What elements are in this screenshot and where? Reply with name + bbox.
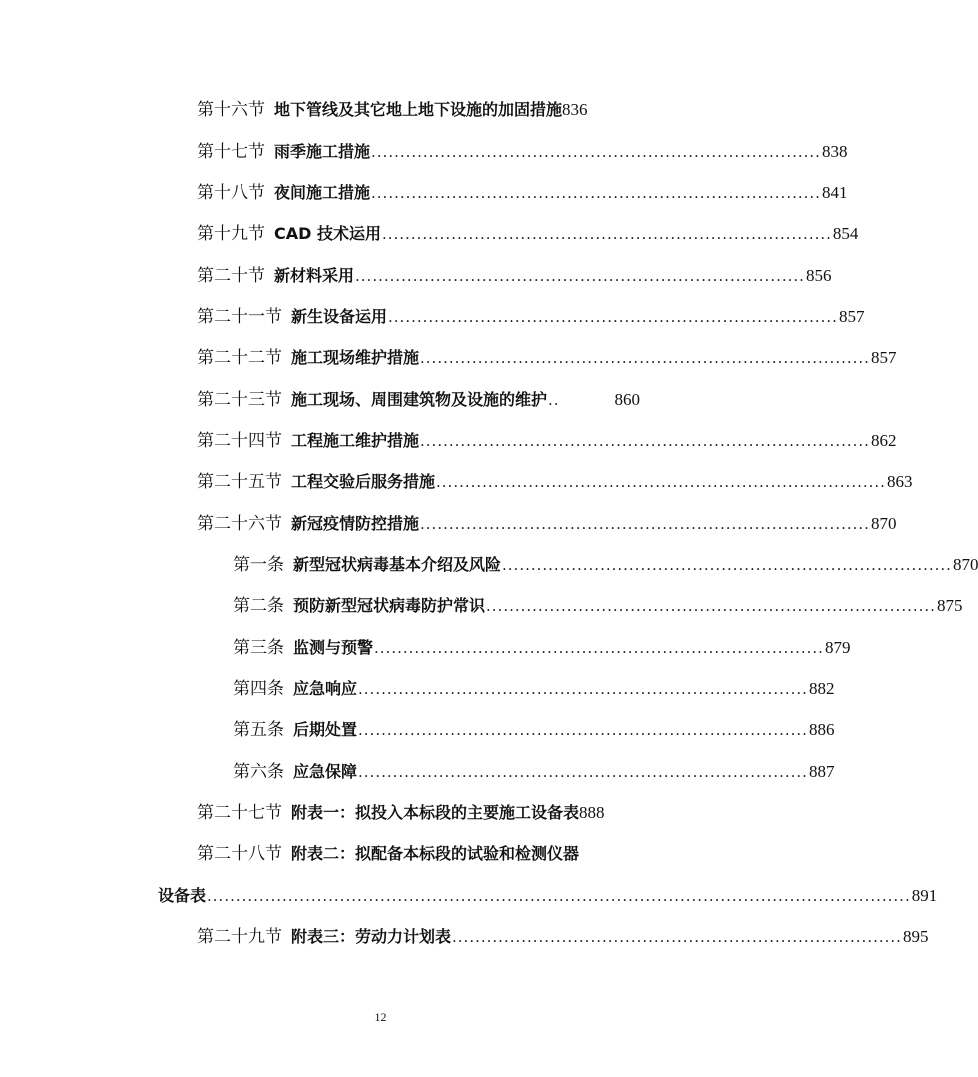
toc-entry-page: 838 bbox=[821, 142, 848, 161]
toc-entry-number: 第二十七节 bbox=[197, 803, 282, 823]
toc-entry-number: 第一条 bbox=[233, 555, 284, 575]
toc-leader-dots: .............................................................................. bbox=[486, 597, 936, 615]
toc-leader-dots: .............................................................................. bbox=[420, 349, 870, 367]
toc-entry bbox=[197, 137, 848, 167]
toc-entry bbox=[197, 798, 667, 828]
toc-entry-page: 870 bbox=[870, 514, 897, 533]
toc-entry-page: 860 bbox=[614, 390, 640, 409]
toc-leader-dots: .............................................................................. bbox=[420, 515, 870, 533]
toc-leader-dots: .............................................................................. bbox=[371, 143, 821, 161]
toc-entry bbox=[233, 674, 835, 704]
toc-entry-title: 新材料采用 bbox=[274, 266, 355, 285]
toc-entry bbox=[197, 219, 859, 249]
toc-entry bbox=[233, 757, 835, 787]
toc-entry bbox=[197, 385, 640, 415]
toc-entry-title: 附表一：拟投入本标段的主要施工设备表 bbox=[291, 803, 580, 822]
toc-leader-dots: .............................................................................. bbox=[502, 556, 952, 574]
toc-entry bbox=[233, 715, 835, 745]
toc-entry-number: 第六条 bbox=[233, 762, 284, 782]
toc-entry bbox=[197, 95, 647, 125]
toc-entry-number: 第二十五节 bbox=[197, 472, 282, 492]
toc-entry-number: 第十六节 bbox=[197, 100, 265, 120]
toc-entry-number: 第四条 bbox=[233, 679, 284, 699]
toc-entry-page: 879 bbox=[824, 638, 851, 657]
toc-leader-dots: .............................................................................. bbox=[436, 473, 886, 491]
toc-leader-dots: .............................................................................. bbox=[420, 432, 870, 450]
toc-entry-page: 856 bbox=[805, 266, 832, 285]
toc-entry-page: 862 bbox=[870, 431, 897, 450]
toc-entry-page: 882 bbox=[808, 679, 835, 698]
toc-leader-dots: .............................................................................. bbox=[388, 308, 838, 326]
toc-entry-title: 附表二：拟配备本标段的试验和检测仪器 bbox=[291, 844, 580, 863]
toc-entry-title: 应急保障 bbox=[293, 762, 358, 781]
toc-entry-page: 863 bbox=[886, 472, 913, 491]
toc-entry-number: 第三条 bbox=[233, 638, 284, 658]
toc-entry-number: 第二十节 bbox=[197, 266, 265, 286]
toc-entry bbox=[197, 178, 848, 208]
toc-leader-dots: .. bbox=[548, 391, 560, 409]
toc-entry-number: 第五条 bbox=[233, 720, 284, 740]
toc-leader-dots: .............................................................................. bbox=[358, 721, 808, 739]
toc-entry bbox=[233, 591, 963, 621]
toc-entry-title: 施工现场、周围建筑物及设施的维护 bbox=[291, 390, 548, 409]
toc-leader-dots: .............................................................................. bbox=[452, 928, 902, 946]
toc-entry-number: 第二十八节 bbox=[197, 844, 282, 864]
toc-entry-page: 888 bbox=[579, 803, 605, 822]
toc-entry-title: 预防新型冠状病毒防护常识 bbox=[293, 596, 486, 615]
toc-entry-number: 第二十一节 bbox=[197, 307, 282, 327]
toc-entry-title: 地下管线及其它地上地下设施的加固措施 bbox=[274, 100, 563, 119]
toc-entry bbox=[233, 550, 978, 580]
toc-entry bbox=[233, 633, 851, 663]
toc-entry-page: 841 bbox=[821, 183, 848, 202]
toc-entry-title: 后期处置 bbox=[293, 720, 358, 739]
toc-entry-page: 887 bbox=[808, 762, 835, 781]
toc-entry-page: 854 bbox=[832, 224, 859, 243]
toc-entry-title: 附表三：劳动力计划表 bbox=[291, 927, 452, 946]
toc-leader-dots: .............................................................................. bbox=[374, 639, 824, 657]
toc-entry-number: 第二条 bbox=[233, 596, 284, 616]
toc-entry bbox=[197, 839, 647, 869]
toc-entry bbox=[197, 426, 897, 456]
toc-entry bbox=[197, 302, 865, 332]
toc-entry-title: 雨季施工措施 bbox=[274, 142, 371, 161]
toc-leader-dots: .............................................................................. bbox=[381, 225, 832, 243]
toc-entry-page: 857 bbox=[870, 348, 897, 367]
toc-entry-page: 870 bbox=[952, 555, 978, 574]
toc-entry-page: 895 bbox=[902, 927, 929, 946]
toc-entry-number: 第二十六节 bbox=[197, 514, 282, 534]
toc-entry bbox=[197, 261, 832, 291]
toc-entry-number: 第十九节 bbox=[197, 224, 265, 244]
toc-entry-page: 857 bbox=[838, 307, 865, 326]
toc-entry-title: 新冠疫情防控措施 bbox=[291, 514, 420, 533]
toc-entry-title: 施工现场维护措施 bbox=[291, 348, 420, 367]
toc-leader-dots: .............................................................................. bbox=[371, 184, 821, 202]
toc-entry-title: 设备表 bbox=[158, 886, 207, 905]
toc-entry-page: 875 bbox=[936, 596, 963, 615]
toc-entry-continuation bbox=[158, 881, 938, 911]
toc-entry bbox=[197, 467, 913, 497]
toc-entry-number: 第二十二节 bbox=[197, 348, 282, 368]
toc-entry-number: 第十八节 bbox=[197, 183, 265, 203]
toc-entry bbox=[197, 922, 929, 952]
toc-entry-title: 应急响应 bbox=[293, 679, 358, 698]
toc-entry-page: 891 bbox=[911, 886, 938, 905]
toc-entry-number: 第二十三节 bbox=[197, 390, 282, 410]
toc-entry-title: 工程交验后服务措施 bbox=[291, 472, 436, 491]
toc-entry-title: 工程施工维护措施 bbox=[291, 431, 420, 450]
toc-entry-title: CAD 技术运用 bbox=[274, 224, 381, 243]
toc-entry-title: 新生设备运用 bbox=[291, 307, 388, 326]
toc-leader-dots: .............................................................................. bbox=[358, 763, 808, 781]
toc-entry bbox=[197, 509, 897, 539]
toc-leader-dots: .......................................................................................................................... bbox=[207, 887, 911, 905]
toc-entry-page: 836 bbox=[562, 100, 588, 119]
toc-entry-title: 夜间施工措施 bbox=[274, 183, 371, 202]
toc-entry-title: 监测与预警 bbox=[293, 638, 374, 657]
toc-leader-dots: .............................................................................. bbox=[358, 680, 808, 698]
toc-entry-number: 第二十四节 bbox=[197, 431, 282, 451]
toc-entry-title: 新型冠状病毒基本介绍及风险 bbox=[293, 555, 502, 574]
toc-leader-dots: .............................................................................. bbox=[355, 267, 805, 285]
toc-entry-page: 886 bbox=[808, 720, 835, 739]
page-number: 12 bbox=[374, 1010, 387, 1024]
toc-entry bbox=[197, 343, 897, 373]
toc-entry-number: 第二十九节 bbox=[197, 927, 282, 947]
toc-entry-number: 第十七节 bbox=[197, 142, 265, 162]
